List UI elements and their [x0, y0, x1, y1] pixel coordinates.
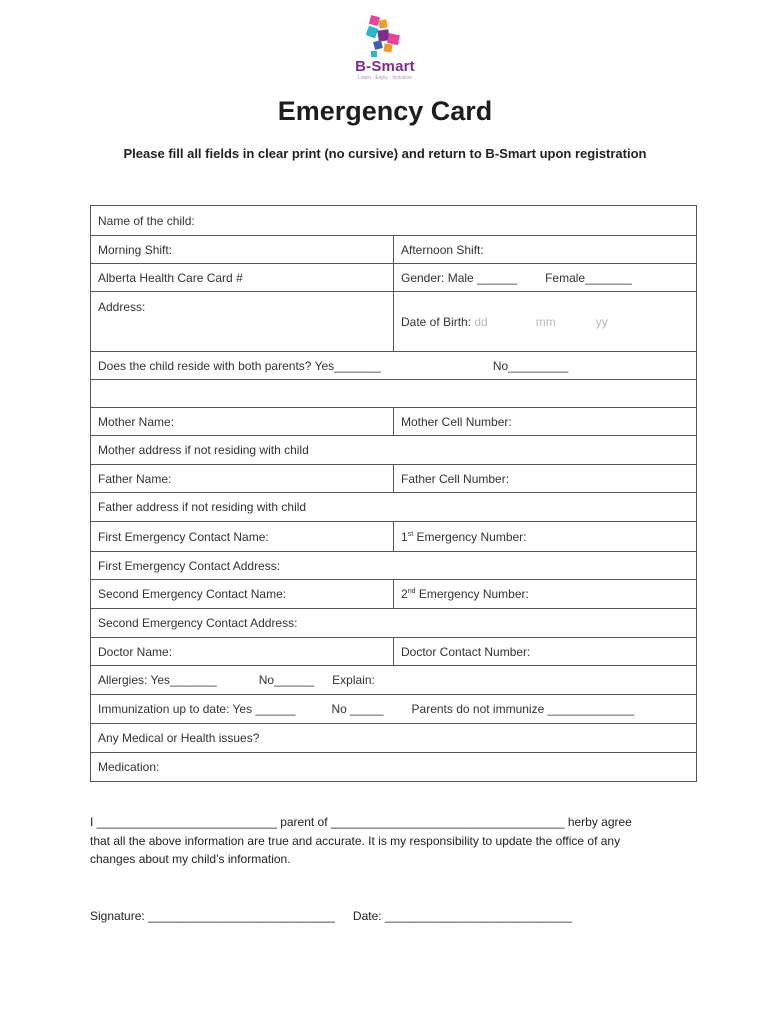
- afternoon-shift-field[interactable]: Afternoon Shift:: [394, 236, 697, 264]
- first-contact-address-field[interactable]: First Emergency Contact Address:: [91, 552, 697, 580]
- reside-no: No_________: [492, 358, 569, 373]
- reside-question: Does the child reside with both parents? Yes_______: [98, 358, 381, 373]
- first-contact-number-field[interactable]: [394, 522, 697, 552]
- child-name-field[interactable]: Name of the child:: [91, 206, 697, 236]
- dob-field[interactable]: [394, 292, 697, 352]
- immunization-yes: Immunization up to date: Yes ______: [98, 702, 296, 716]
- mother-name-field[interactable]: Mother Name:: [91, 408, 394, 436]
- blank-row: [91, 380, 697, 408]
- immunization-no: No _____: [331, 702, 384, 716]
- second-number-prefix: 2: [401, 587, 408, 601]
- second-number-suffix: nd: [407, 588, 416, 595]
- father-address-field[interactable]: Father address if not residing with child: [91, 493, 697, 522]
- second-number-label: Emergency Number:: [415, 587, 529, 601]
- emergency-form-table: [90, 205, 697, 782]
- gender-field[interactable]: [394, 264, 697, 292]
- mother-cell-field[interactable]: Mother Cell Number:: [394, 408, 697, 436]
- father-name-field[interactable]: Father Name:: [91, 465, 394, 493]
- signature-field[interactable]: Signature: ____________________________: [90, 909, 335, 923]
- page-title: Emergency Card: [277, 96, 493, 126]
- immunization-field[interactable]: [91, 695, 697, 724]
- morning-shift-field[interactable]: Morning Shift:: [91, 236, 394, 264]
- agreement-paragraph: [90, 813, 690, 869]
- date-field[interactable]: Date: ____________________________: [352, 909, 572, 923]
- dob-label: Date of Birth:: [401, 314, 472, 329]
- medication-field[interactable]: Medication:: [91, 753, 697, 782]
- address-field[interactable]: Address:: [91, 292, 394, 352]
- allergies-field[interactable]: [91, 666, 697, 695]
- first-number-label: Emergency Number:: [413, 529, 527, 544]
- second-contact-address-field[interactable]: Second Emergency Contact Address:: [91, 609, 697, 638]
- allergies-yes: Allergies: Yes_______: [98, 673, 217, 687]
- doctor-name-field[interactable]: Doctor Name:: [91, 638, 394, 666]
- gender-male: Gender: Male ______: [401, 270, 518, 285]
- doctor-contact-field[interactable]: Doctor Contact Number:: [394, 638, 697, 666]
- first-contact-name-field[interactable]: First Emergency Contact Name:: [91, 522, 394, 552]
- agreement-line-2: that all the above information are true and accurate. It is my responsibility to update the office of any: [90, 833, 621, 848]
- brand-tagline: Learn · Enjoy · Inclusive: [358, 75, 412, 81]
- medical-issues-field[interactable]: Any Medical or Health issues?: [91, 724, 697, 753]
- first-number-suffix: st: [407, 530, 414, 538]
- first-number-prefix: 1: [401, 529, 408, 544]
- allergies-explain: Explain:: [332, 673, 375, 687]
- reside-field[interactable]: [91, 352, 697, 380]
- instructions: Please fill all fields in clear print (no cursive) and return to B-Smart upon registration: [123, 146, 647, 161]
- immunization-parents: Parents do not immunize _____________: [411, 702, 635, 716]
- brand-name: B-Smart: [355, 58, 415, 75]
- mother-address-field[interactable]: Mother address if not residing with child: [91, 436, 697, 465]
- dob-year: yy: [595, 314, 608, 329]
- dob-day: dd: [474, 314, 488, 329]
- father-cell-field[interactable]: Father Cell Number:: [394, 465, 697, 493]
- second-contact-name-field[interactable]: Second Emergency Contact Name:: [91, 580, 394, 609]
- gender-female: Female_______: [545, 270, 632, 285]
- agreement-line-3: changes about my child’s information.: [90, 852, 291, 866]
- allergies-no: No______: [258, 673, 315, 687]
- dob-month: mm: [535, 314, 556, 329]
- health-card-field[interactable]: Alberta Health Care Card #: [91, 264, 394, 292]
- second-contact-number-field[interactable]: [394, 580, 697, 609]
- agreement-line-1: I ___________________________ parent of ___________________________________ herby agree: [90, 815, 632, 829]
- signature-row: [90, 909, 572, 923]
